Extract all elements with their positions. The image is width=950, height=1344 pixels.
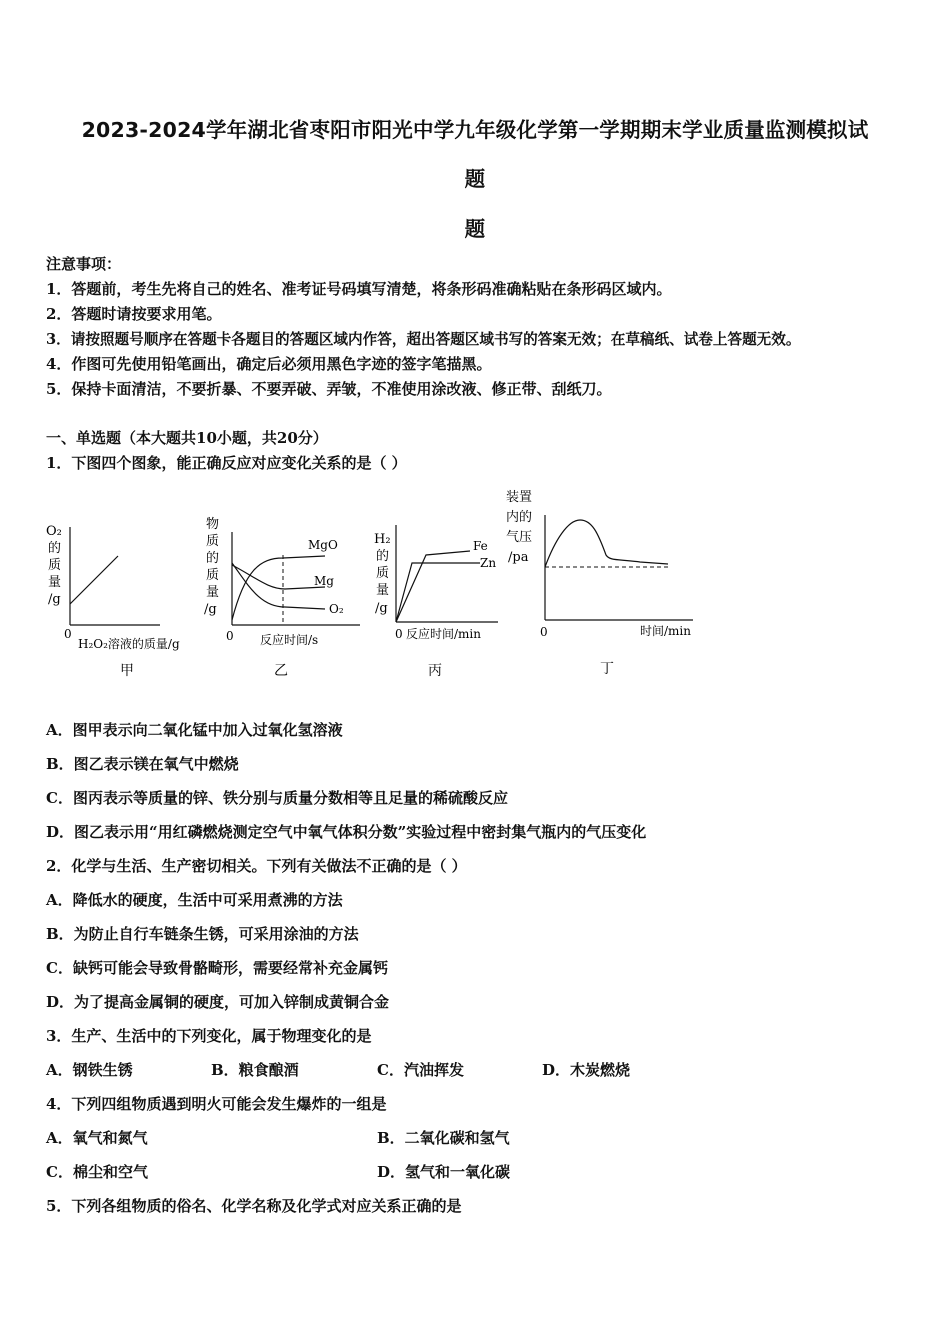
jia-ylabel-3: 量	[48, 575, 62, 590]
bing-xlabel: 反应时间/min	[406, 627, 481, 641]
q3-stem: 3．生产、生活中的下列变化，属于物理变化的是	[46, 1027, 372, 1045]
yi-ylabel-4: 量	[206, 585, 220, 600]
bing-ylabel-4: /g	[375, 601, 388, 616]
ding-caption: 丁	[600, 661, 614, 677]
notice-item-4: 4．作图可先使用铅笔画出，确定后必须用黑色字迹的签字笔描黑。	[46, 355, 492, 373]
bing-label-fe: Fe	[473, 539, 488, 553]
ding-ylabel-2: 气压	[506, 530, 533, 545]
page-title-line1: 2023-2024学年湖北省枣阳市阳光中学九年级化学第一学期期末学业质量监测模拟试	[81, 118, 869, 142]
page-title-line3: 题	[464, 217, 486, 241]
q4-stem: 4．下列四组物质遇到明火可能会发生爆炸的一组是	[46, 1095, 387, 1113]
notice-item-1: 1．答题前，考生先将自己的姓名、准考证号码填写清楚，将条形码准确粘贴在条形码区域内。	[46, 280, 672, 298]
q3-option-d: D．木炭燃烧	[542, 1061, 631, 1079]
page-title-line2: 题	[464, 167, 486, 191]
jia-ylabel-2: 质	[48, 558, 62, 573]
ding-curve	[545, 520, 668, 567]
q1-option-a: A．图甲表示向二氧化锰中加入过氧化氢溶液	[46, 721, 343, 739]
ding-ylabel-3: /pa	[508, 550, 529, 565]
yi-ylabel-5: /g	[204, 602, 217, 617]
q2-option-c: C．缺钙可能会导致骨骼畸形，需要经常补充金属钙	[46, 959, 388, 977]
figure-bing	[374, 525, 498, 679]
ding-ylabel-1: 内的	[506, 510, 533, 525]
yi-label-o2: O₂	[329, 602, 344, 616]
jia-ylabel-4: /g	[48, 592, 61, 607]
yi-origin: 0	[226, 629, 234, 643]
q1-option-b: B．图乙表示镁在氧气中燃烧	[46, 755, 239, 773]
bing-curve-fe	[396, 551, 470, 622]
yi-ylabel-3: 质	[206, 568, 220, 583]
q2-stem: 2．化学与生活、生产密切相关。下列有关做法不正确的是（ ）	[46, 857, 467, 875]
q3-option-a: A．钢铁生锈	[46, 1061, 133, 1079]
q4-option-c: C．棉尘和空气	[46, 1163, 148, 1181]
ding-xlabel: 时间/min	[640, 624, 691, 638]
jia-origin: 0	[64, 627, 72, 641]
q1-figures	[40, 485, 720, 685]
q3-option-b: B．粮食酿酒	[211, 1061, 299, 1079]
bing-ylabel-1: 的	[376, 549, 390, 564]
q1-stem: 1．下图四个图象，能正确反应对应变化关系的是（ ）	[46, 454, 407, 472]
jia-xlabel: H₂O₂溶液的质量/g	[78, 637, 180, 651]
q1-option-c: C．图丙表示等质量的锌、铁分别与质量分数相等且足量的稀硫酸反应	[46, 789, 508, 807]
q2-option-b: B．为防止自行车链条生锈，可采用涂油的方法	[46, 925, 359, 943]
section-heading: 一、单选题（本大题共10小题，共20分）	[46, 429, 328, 447]
yi-ylabel-1: 质	[206, 534, 220, 549]
jia-ylabel-1: 的	[48, 541, 62, 556]
q4-option-d: D．氢气和一氧化碳	[377, 1163, 511, 1181]
bing-caption: 丙	[428, 663, 442, 679]
q4-option-a: A．氧气和氮气	[46, 1129, 148, 1147]
ding-origin: 0	[540, 625, 548, 639]
q2-option-d: D．为了提高金属铜的硬度，可加入锌制成黄铜合金	[46, 993, 390, 1011]
figure-ding	[506, 489, 693, 677]
q5-stem: 5．下列各组物质的俗名、化学名称及化学式对应关系正确的是	[46, 1197, 462, 1215]
bing-ylabel-2: 质	[376, 566, 390, 581]
yi-curve-o2	[232, 563, 325, 609]
yi-ylabel-2: 的	[206, 551, 220, 566]
ding-ylabel-0: 装置	[506, 490, 533, 505]
q1-option-d: D．图乙表示用“用红磷燃烧测定空气中氧气体积分数”实验过程中密封集气瓶内的气压变化	[46, 823, 647, 841]
yi-xlabel: 反应时间/s	[260, 633, 319, 647]
q4-option-b: B．二氧化碳和氢气	[377, 1129, 510, 1147]
jia-ylabel-0: O₂	[46, 524, 62, 539]
q2-option-a: A．降低水的硬度，生活中可采用煮沸的方法	[46, 891, 343, 909]
yi-curve-mg	[232, 565, 325, 589]
bing-origin: 0	[395, 627, 403, 641]
yi-ylabel-0: 物	[206, 517, 220, 532]
notice-heading: 注意事项：	[46, 255, 122, 273]
yi-label-mg: Mg	[314, 574, 334, 588]
yi-label-mgo: MgO	[308, 538, 338, 552]
notice-item-5: 5．保持卡面清洁，不要折暴、不要弄破、弄皱，不准使用涂改液、修正带、刮纸刀。	[46, 380, 612, 398]
jia-caption: 甲	[120, 663, 134, 679]
figure-yi	[204, 516, 360, 679]
bing-ylabel-3: 量	[376, 583, 390, 598]
figure-jia	[46, 524, 180, 679]
q3-option-c: C．汽油挥发	[377, 1061, 464, 1079]
notice-item-2: 2．答题时请按要求用笔。	[46, 305, 222, 323]
jia-curve	[70, 556, 118, 604]
bing-ylabel-0: H₂	[374, 532, 391, 547]
bing-label-zn: Zn	[480, 556, 497, 570]
notice-item-3: 3．请按照题号顺序在答题卡各题目的答题区域内作答，超出答题区域书写的答案无效；在草稿纸、试卷上答题无效。	[46, 331, 801, 348]
yi-caption: 乙	[274, 663, 288, 679]
